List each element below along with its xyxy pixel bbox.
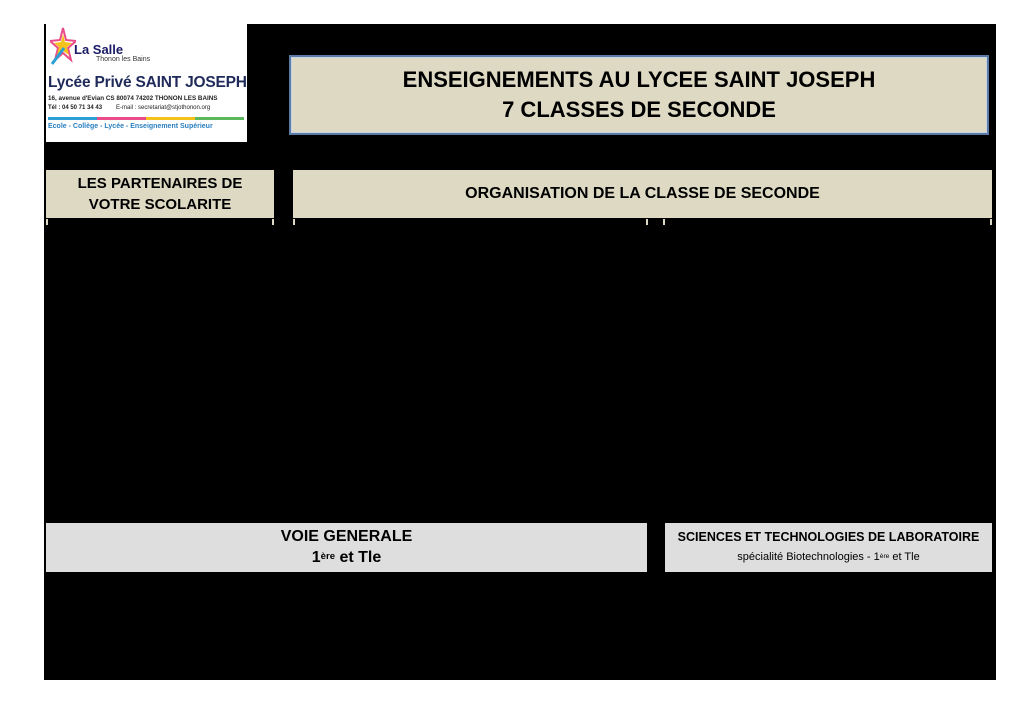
divider-tick [646, 219, 648, 225]
logo-color-stripe [48, 117, 244, 120]
organisation-header [293, 170, 992, 218]
logo-levels: Ecole - Collège - Lycée - Enseignement Supérieur [48, 123, 213, 130]
stl-sub-suffix: et Tle [889, 550, 920, 563]
divider-tick [272, 219, 274, 225]
page-title-line2: 7 CLASSES DE SECONDE [502, 97, 776, 122]
logo-address: 16, avenue d'Evian CS 80074 74202 THONON LES BAINS [48, 95, 218, 102]
level-ordinal: ère [320, 550, 336, 562]
divider-tick [990, 219, 992, 225]
voie-generale-title: VOIE GENERALE [280, 527, 413, 545]
stl-title: SCIENCES ET TECHNOLOGIES DE LABORATOIRE [677, 529, 980, 544]
organisation-title: ORGANISATION DE LA CLASSE DE SECONDE [465, 185, 820, 202]
divider-tick [293, 219, 295, 225]
logo-email: E-mail : secretariat@stjothonon.org [116, 105, 211, 111]
partners-line2: VOTRE SCOLARITE [88, 196, 232, 213]
stl-sub-prefix: spécialité Biotechnologies - 1 [737, 550, 880, 563]
logo-brand: La Salle [74, 42, 124, 57]
partners-header [46, 170, 274, 218]
logo-city: Thonon les Bains [96, 56, 151, 63]
stl-sub-ordinal: ère [879, 552, 890, 560]
stl-box [665, 523, 992, 572]
logo-school-name: Lycée Privé SAINT JOSEPH [48, 74, 247, 91]
page-title-line1: ENSEIGNEMENTS AU LYCEE SAINT JOSEPH [402, 67, 876, 92]
logo-contact [48, 105, 210, 111]
divider-tick [46, 219, 48, 225]
level-suffix: et Tle [335, 548, 382, 566]
divider-tick [663, 219, 665, 225]
level-number: 1 [311, 548, 321, 566]
page-title [289, 55, 989, 135]
school-logo [46, 24, 247, 142]
stl-subtitle [737, 547, 919, 569]
voie-generale-box [46, 523, 647, 572]
logo-tel: Tél : 04 50 71 34 43 [48, 105, 103, 111]
voie-generale-level [312, 547, 382, 570]
partners-line1: LES PARTENAIRES DE [77, 175, 243, 192]
star-icon [50, 26, 76, 66]
